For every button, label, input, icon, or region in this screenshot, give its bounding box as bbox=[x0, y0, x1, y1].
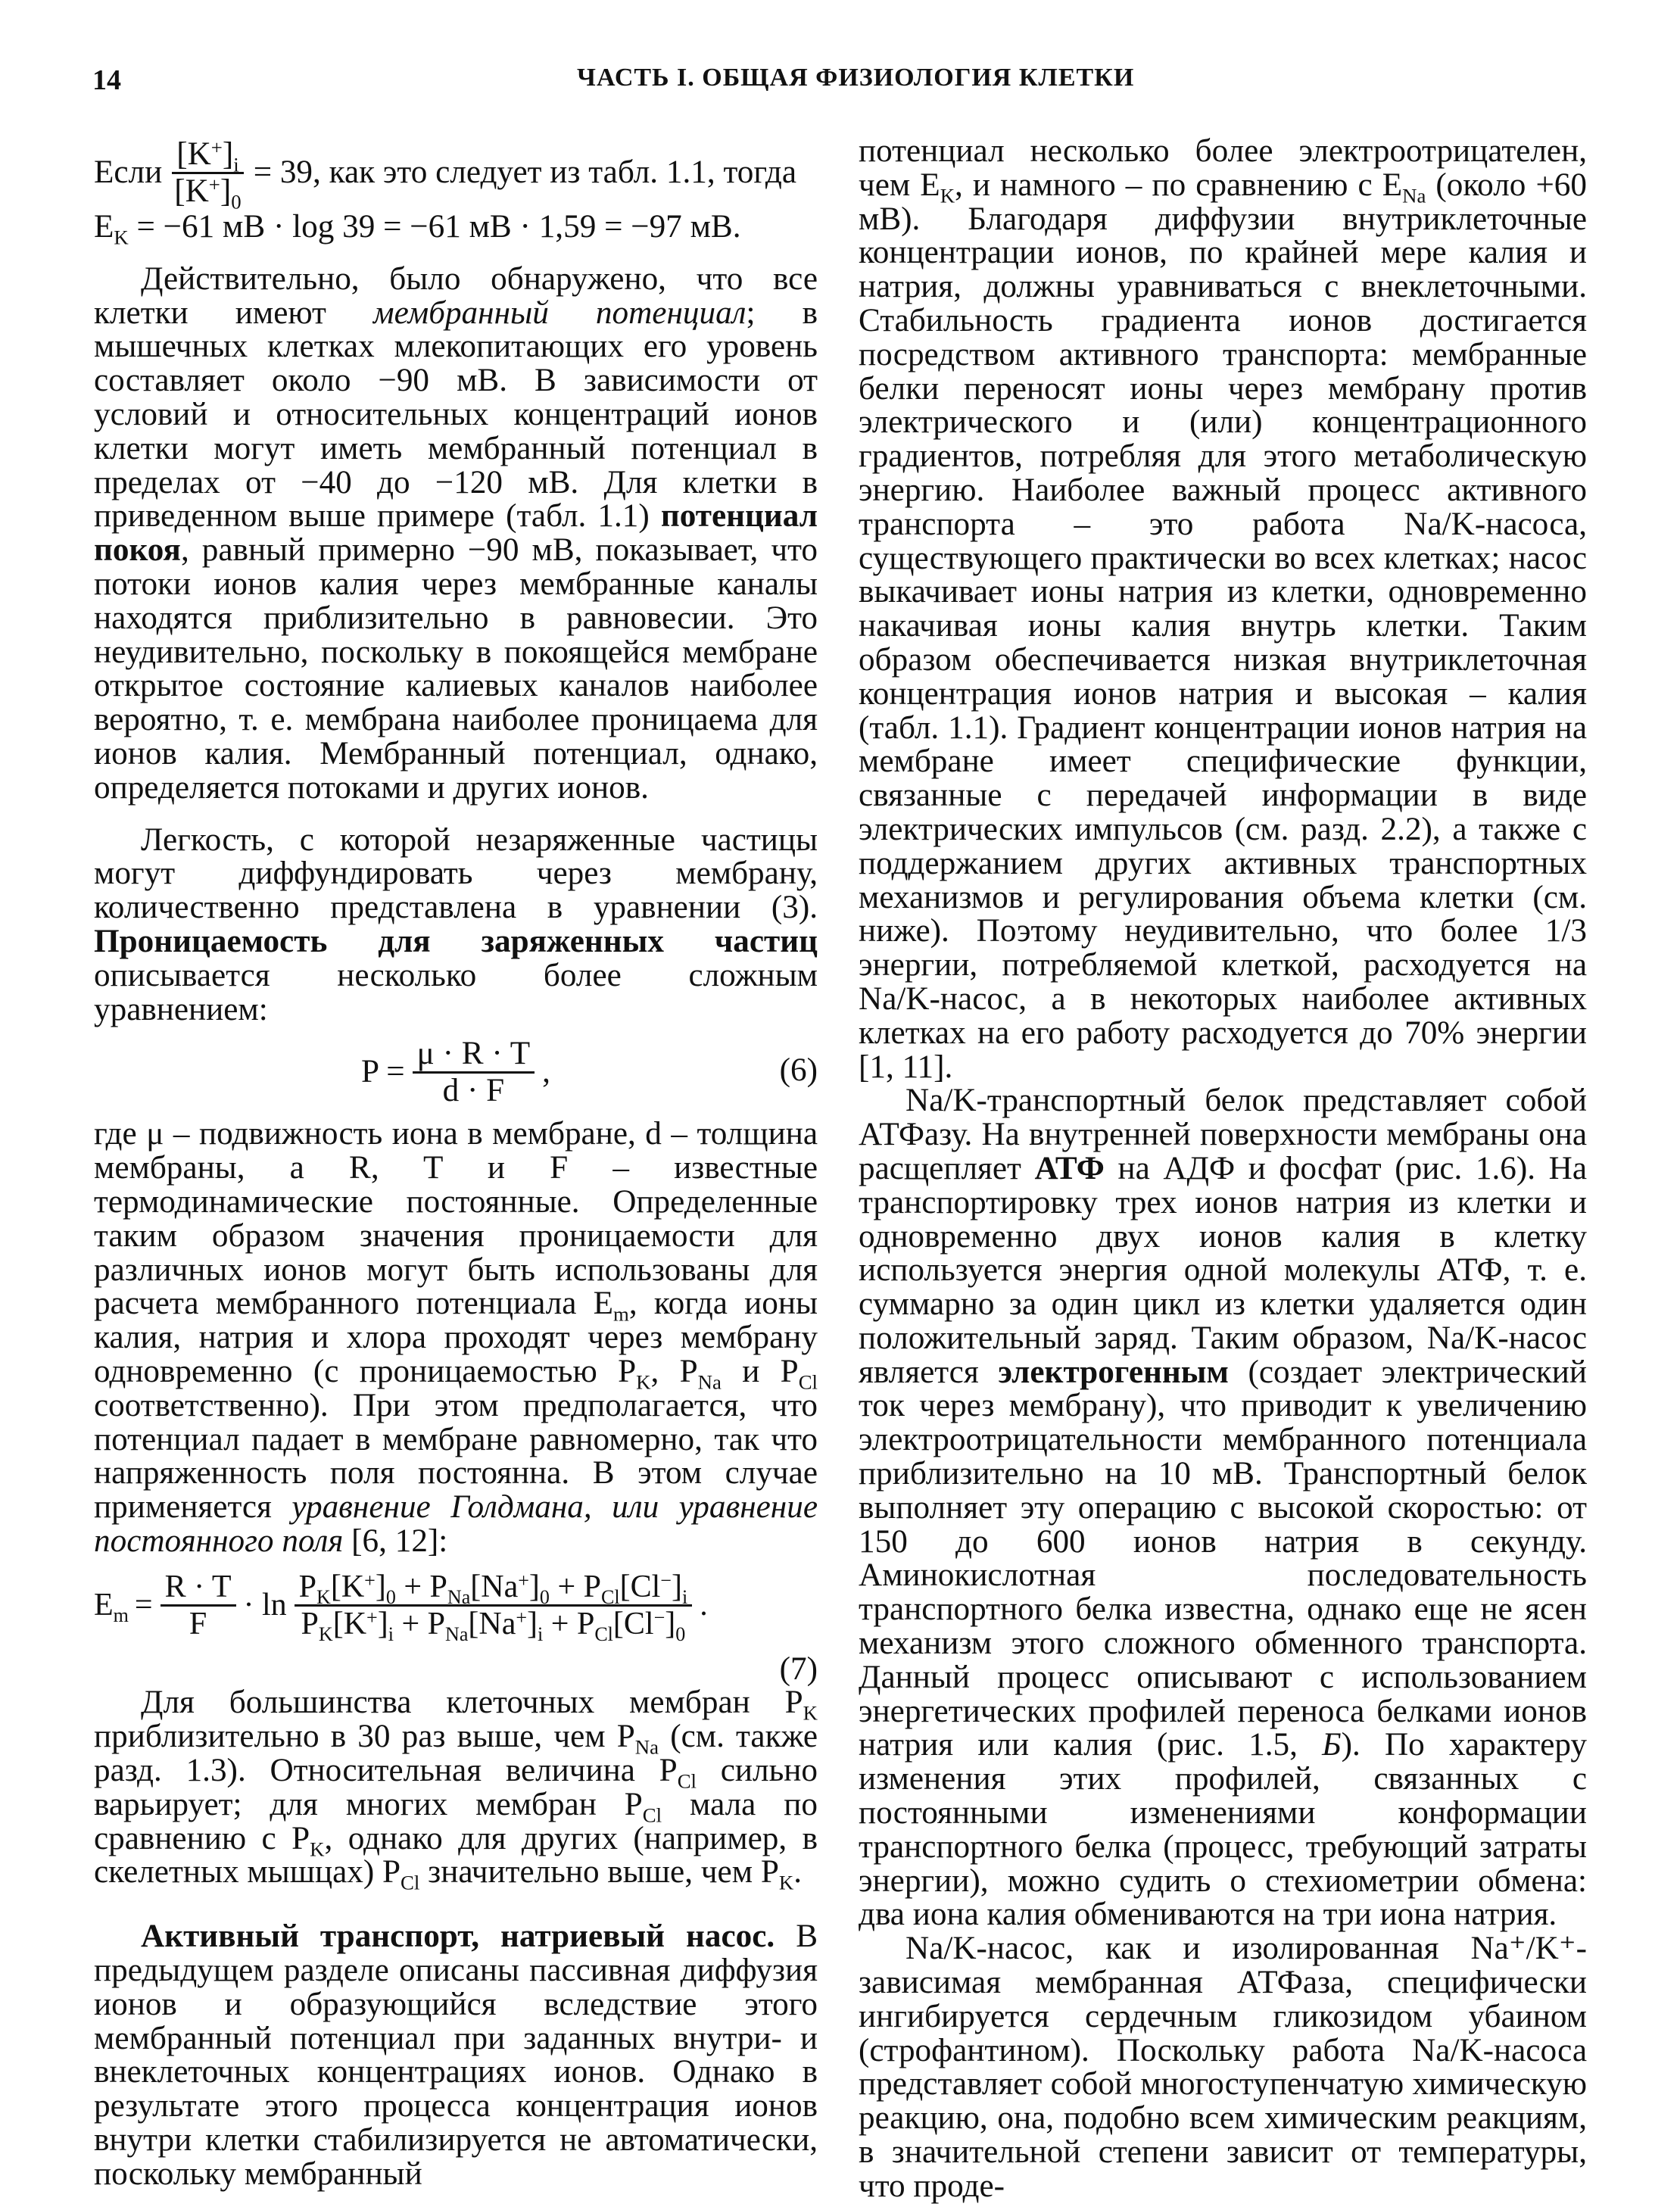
paragraph-2: Легкость, с которой незаряженные частицы могут диффундировать через мембрану, количественно представлена в уравнении (3). Проницаемость для заряженных частиц описывается несколько более сложным уравнением: bbox=[94, 821, 818, 1027]
paragraph-4: Для большинства клеточных мембран $P_K$ приблизительно в 30 раз выше, чем $P_{Na}$ (см. также разд. 1.3). Относительная величина $P_{Cl}$ сильно варьирует; для многих мембран $P_{Cl}$ мала по сравнению с $P_K$, однако для других (например, в скелетных мышцах) $P_{Cl}$ значительно выше, чем $P_K$. bbox=[94, 1685, 818, 1894]
right-paragraph-1: потенциал несколько более электроотрицателен, чем $E_K$, и намного – по сравнению с $E_{Na}$ (около +60 мВ). Благодаря диффузии внутриклеточные концентрации ионов, по крайней мере калия и натрия, должны уравниваться с внеклеточными. Стабильность градиента ионов достигается посредством активного транспорта: мембранные белки переносят ионы через мембрану против электрического и (или) концентрационного градиентов, потребляя для этого метаболическую энергию. Наиболее важный процесс активного транспорта – это работа Na/K-насоса, существующего практически во всех клетках; насос выкачивает ионы натрия из клетки, одновременно накачивая ионы калия внутрь клетки. Таким образом обеспечивается низкая внутриклеточная концентрация ионов натрия и высокая – калия (табл. 1.1). Градиент концентрации ионов натрия на мембране имеет специфические функции, связанные с передачей информации в виде электрических импульсов (см. разд. 2.2), а также с поддержанием других активных транспортных механизмов и регулирования объема клетки (см. ниже). Поэтому неудивительно, что более 1/3 энергии, потребляемой клеткой, расходуется на Na/K-насос, а в некоторых наиболее активных клетках на его работу расходуется до 70% энергии [1, 11]. bbox=[859, 133, 1587, 1085]
paragraph-1: Действительно, было обнаружено, что все клетки имеют мембранный потенциал; в мышечных клетках млекопитающих его уровень составляет около −90 мВ. В зависимости от условий и относительных концентраций ионов клетки могут иметь мембранный потенциал в пределах от −40 до −120 мВ. Для клетки в приведенном выше примере (табл. 1.1) потенциал покоя, равный примерно −90 мВ, показывает, что потоки ионов калия через мембранные каналы находятся приблизительно в равновесии. Это неудивительно, поскольку в покоящейся мембране открытое состояние калиевых каналов наиболее вероятно, т. е. мембрана наиболее проницаема для ионов калия. Мембранный потенциал, однако, определяется потоками и других ионов. bbox=[94, 260, 818, 806]
ek-result: $E_K = -61$ мВ · log 39 = −61 мВ · 1,59 = −97 мВ. bbox=[94, 209, 741, 249]
paragraph-3: где μ – подвижность иона в мембране, d – толщина мембраны, а R, T и F – известные термодинамические постоянные. Определенные таким образом значения проницаемости для различных ионов могут быть использованы для расчета мембранного потенциала $E_m$, когда ионы калия, натрия и хлора проходят через мембрану одновременно (с проницаемостью $P_K$, $P_{Na}$ и $P_{Cl}$ соответственно). При этом предполагается, что потенциал падает в мембране равномерно, так что напряженность поля постоянна. В этом случае применяется уравнение Голдмана, или уравнение постоянного поля [6, 12]: bbox=[94, 1116, 818, 1559]
paragraph-5: Активный транспорт, натриевый насос. В предыдущем разделе описаны пассивная диффузия ионов и образующийся вследствие этого мембранный потенциал при заданных внутри- и внеклеточных концентрациях ионов. Однако в результате этого процесса концентрация ионов внутри клетки стабилизируется не автоматически, поскольку мембранный bbox=[94, 1919, 818, 2192]
right-column bbox=[859, 135, 1587, 2204]
left-column bbox=[94, 135, 818, 2192]
ratio-equation bbox=[94, 135, 818, 213]
equation-7: $E_m$ = $\frac{R \cdot T}{F}$ · ln $\frac{P_K[K^+]_0 + P_{Na}[Na^+]_0 + P_{Cl}[Cl^-]_i}{P_K[K^+]_i + P_{Na}[Na^+]_i + P_{Cl}[Cl^-]_0}$ . bbox=[94, 1569, 708, 1646]
eq-tail: = 39, как это следует из табл. 1.1, тогда bbox=[253, 154, 797, 190]
right-paragraph-2: Na/K-транспортный белок представляет собой АТФазу. На внутренней поверхности мембраны она расщепляет АТФ на АДФ и фосфат (рис. 1.6). На транспортировку трех ионов натрия из клетки и одновременно двух ионов калия в клетку используется энергия одной молекулы АТФ, т. е. суммарно за один цикл из клетки удаляется один положительный заряд. Таким образом, Na/K-насос является электрогенным (создает электрический ток через мембрану), что приводит к увеличению электроотрицательности мембранного потенциала приблизительно на 10 мВ. Транспортный белок выполняет эту операцию с высокой скоростью: от 150 до 600 ионов натрия в секунду. Аминокислотная последовательность транспортного белка известна, однако еще не ясен механизм этого сложного обменного транспорта. Данный процесс описывают с использованием энергетических профилей переноса белками ионов натрия или калия (рис. 1.5, Б). По характеру изменения этих профилей, связанных с постоянными изменениями конформации транспортного белка (процесс, требующий затраты энергии), можно судить о стехиометрии обмена: два иона калия обмениваются на три иона натрия. bbox=[859, 1083, 1588, 1933]
eq-intro: Если bbox=[94, 154, 163, 190]
equation-number-7: (7) bbox=[779, 1650, 818, 1687]
right-paragraph-3: Na/K-насос, как и изолированная Na⁺/K⁺-зависимая мембранная АТФаза, специфически ингибируется сердечным гликозидом убаином (строфантином). Поскольку работа Na/K-насоса представляет собой многоступенчатую химическую реакцию, она, подобно всем химическим реакциям, в значительной степени зависит от температуры, что проде- bbox=[859, 1931, 1587, 2204]
equation-number-6: (6) bbox=[779, 1052, 818, 1089]
k-ratio-fraction: $\frac{[K^+]_i}{[K^+]_0}$ bbox=[170, 137, 245, 209]
running-title: ЧАСТЬ I. ОБЩАЯ ФИЗИОЛОГИЯ КЛЕТКИ bbox=[577, 64, 1135, 92]
section-heading: Активный транспорт, натриевый насос. bbox=[141, 1919, 775, 1955]
equation-6: P = $\frac{\mu \cdot R \cdot T}{d \cdot F}$ , (6) bbox=[361, 1035, 818, 1108]
page-number: 14 bbox=[92, 64, 121, 96]
